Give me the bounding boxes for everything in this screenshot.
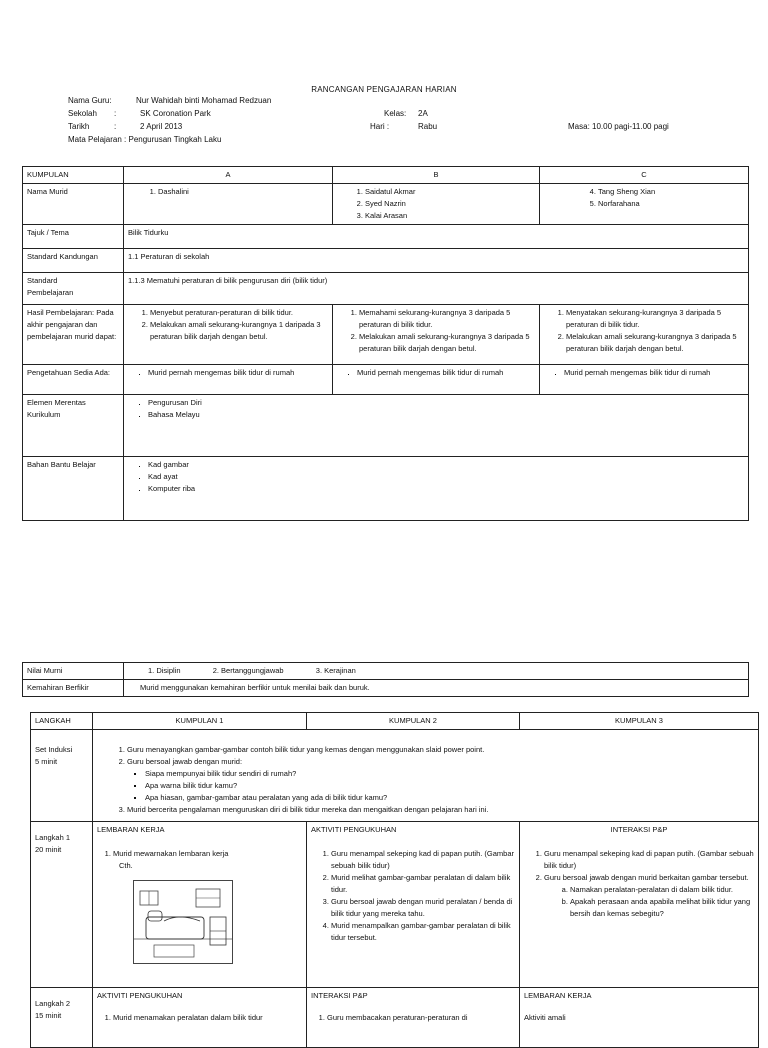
hari-label: Hari : [370,122,390,131]
set-item-2: Guru bersoal jawab dengan murid: [127,757,243,766]
pengetahuan-a: ▪ Murid pernah mengemas bilik tidur di rumah [148,367,328,379]
tarikh-value: 2 April 2013 [140,122,183,131]
set-item-3: 3. Murid bercerita pengalaman menguruskan diri di bilik tidur mereka dan mengaitkan dengan pelajaran hari ini. [127,804,754,816]
kumpulan-header: KUMPULAN [23,167,124,184]
l1-c1-title: LEMBARAN KERJA [97,825,165,834]
hari-value: Rabu [418,122,438,131]
kumpulan2-header: KUMPULAN 2 [307,713,520,730]
langkah2-time: 15 minit [35,1011,62,1020]
set-induksi-label: Set Induksi [35,745,73,754]
lesson-info-table [22,166,749,521]
murid-b-cell [333,184,540,225]
l1-c3-item-2: Guru bersoal jawab dengan murid berkaitan gambar tersebut. [544,873,749,882]
l2-c2-item: 1. Guru membacakan peraturan-peraturan di [327,1012,515,1024]
murid-a-1: 1. Dashalini [158,186,328,198]
bahan-1: ▪ Kad gambar [148,459,744,471]
sp-label-line2: Pembelajaran [27,288,74,297]
sk-label: Standard Kandungan [23,249,124,273]
bahan-label: Bahan Bantu Belajar [23,457,124,521]
hasil-b-2: 2. Melakukan amali sekurang-kurangnya 3 daripada 5 peraturan bilik darjah dengan betul. [359,331,535,355]
langkah1-time: 20 minit [35,845,62,854]
kumpulan3-header: KUMPULAN 3 [520,713,759,730]
l2-c2-title: INTERAKSI P&P [311,991,368,1000]
set-question-1: ▪ Siapa mempunyai bilik tidur sendiri di rumah? [145,768,754,780]
kelas-label: Kelas: [384,109,407,118]
pengetahuan-label: Pengetahuan Sedia Ada: [23,365,124,395]
sp-label [23,273,124,305]
l1-c2-item-1: 1. Guru menampal sekeping kad di papan putih. (Gambar sebuah bilik tidur) [331,848,515,872]
l1-c3-item-1: 1. Guru menampal sekeping kad di papan putih. (Gambar sebuah bilik tidur) [544,848,754,872]
l1-c3-sub-b: b. Apakah perasaan anda apabila melihat bilik tidur yang bersih dan kemas sebegitu? [570,896,754,920]
murid-a-cell [124,184,333,225]
kelas-value: 2A [418,109,428,118]
mata-pelajaran: Mata Pelajaran : Pengurusan Tingkah Laku [68,135,222,144]
hasil-label: Hasil Pembelajaran: Pada akhir pengajaran dan pembelajaran murid dapat: [23,305,124,365]
hasil-a-cell [124,305,333,365]
pengetahuan-c: ▪ Murid pernah mengemas bilik tidur di rumah [564,367,744,379]
nilai-1: 1. Disiplin [148,666,181,675]
bedroom-worksheet-image [133,880,233,964]
l1-c2-item-2: 2. Murid melihat gambar-gambar peralatan di dalam bilik tidur. [331,872,515,896]
elemen-label: Elemen Merentas Kurikulum [23,395,124,457]
nama-guru-value: Nur Wahidah binti Mohamad Redzuan [136,96,272,105]
group-c-header: C [540,167,749,184]
group-a-header: A [124,167,333,184]
langkah-header: LANGKAH [31,713,93,730]
murid-b-1: 1. Saidatul Akmar [365,186,535,198]
l1-c1-cth: Cth. [119,861,133,870]
sekolah-value: SK Coronation Park [140,109,211,118]
set-induksi-time: 5 minit [35,757,58,766]
hasil-b-1: 1. Memahami sekurang-kurangnya 3 daripada 5 peraturan di bilik tidur. [359,307,535,331]
set-item-1: 1. Guru menayangkan gambar-gambar contoh bilik tidur yang kemas dengan menggunakan slaid power point. [127,744,754,756]
kemahiran-value: Murid menggunakan kemahiran berfikir untuk menilai baik dan buruk. [124,680,749,697]
elemen-2: ▪ Bahasa Melayu [148,409,744,421]
l1-c2-item-4: 4. Murid menampalkan gambar-gambar peralatan di bilik tidur tersebut. [331,920,515,944]
hasil-c-2: 2. Melakukan amali sekurang-kurangnya 3 daripada 5 peraturan bilik darjah dengan betul. [566,331,744,355]
l1-c1-item: 1. Murid mewarnakan lembaran kerja [113,848,302,860]
langkah1-label: Langkah 1 [35,833,71,842]
group-b-header: B [333,167,540,184]
bahan-2: ▪ Kad ayat [148,471,744,483]
murid-c-cell [540,184,749,225]
l2-c3-item: Aktiviti amali [524,1013,566,1022]
pengetahuan-b: ▪ Murid pernah mengemas bilik tidur di rumah [357,367,535,379]
l1-c2-item-3: 3. Guru bersoal jawab dengan murid peralatan / benda di bilik tidur yang mereka tahu. [331,896,515,920]
bahan-3: ▪ Komputer riba [148,483,744,495]
sk-value: 1.1 Peraturan di sekolah [124,249,749,273]
l1-c3-sub-a: a. Namakan peralatan-peralatan di dalam bilik tidur. [570,884,754,896]
sekolah-colon: : [114,109,117,118]
hasil-a-2: 2. Melakukan amali sekurang-kurangnya 1 daripada 3 peraturan bilik darjah dengan betul. [150,319,328,343]
hasil-a-1: 1. Menyebut peraturan-peraturan di bilik tidur. [150,307,328,319]
sp-value: 1.1.3 Mematuhi peraturan di bilik pengurusan diri (bilik tidur) [124,273,749,305]
l2-c1-title: AKTIVITI PENGUKUHAN [97,991,183,1000]
langkah2-label: Langkah 2 [35,999,71,1008]
l1-c2-title: AKTIVITI PENGUKUHAN [311,825,397,834]
values-table [22,662,749,697]
set-question-2: ▪ Apa warna bilik tidur kamu? [145,780,754,792]
steps-table [30,712,759,1048]
sp-label-line1: Standard [27,276,58,285]
murid-c-5: 5. Norfarahana [598,198,744,210]
kumpulan1-header: KUMPULAN 1 [93,713,307,730]
nilai-3: 3. Kerajinan [315,666,356,675]
masa-value: Masa: 10.00 pagi-11.00 pagi [568,122,669,131]
hasil-b-cell [333,305,540,365]
l2-c1-item: 1. Murid menamakan peralatan dalam bilik tidur [113,1012,302,1024]
hasil-c-cell [540,305,749,365]
document-title: RANCANGAN PENGAJARAN HARIAN [311,85,457,94]
tarikh-colon: : [114,122,117,131]
sekolah-label: Sekolah [68,109,97,118]
hasil-c-1: 1. Menyatakan sekurang-kurangnya 3 daripada 5 peraturan di bilik tidur. [566,307,744,331]
nama-murid-label: Nama Murid [23,184,124,225]
kemahiran-label: Kemahiran Berfikir [23,680,124,697]
murid-c-4: 4. Tang Sheng Xian [598,186,744,198]
l1-c3-title: INTERAKSI P&P [610,825,668,834]
murid-b-2: 2. Syed Nazrin [365,198,535,210]
nilai-2: 2. Bertanggungjawab [212,666,284,675]
tarikh-label: Tarikh [68,122,90,131]
tajuk-value: Bilik Tidurku [124,225,749,249]
elemen-1: ▪ Pengurusan Diri [148,397,744,409]
nama-guru-label: Nama Guru: [68,96,112,105]
set-question-3: ▪ Apa hiasan, gambar-gambar atau peralatan yang ada di bilik tidur kamu? [145,792,754,804]
murid-b-3: 3. Kalai Arasan [365,210,535,222]
nilai-label: Nilai Murni [23,663,124,680]
l2-c3-title: LEMBARAN KERJA [524,991,592,1000]
tajuk-label: Tajuk / Tema [23,225,124,249]
